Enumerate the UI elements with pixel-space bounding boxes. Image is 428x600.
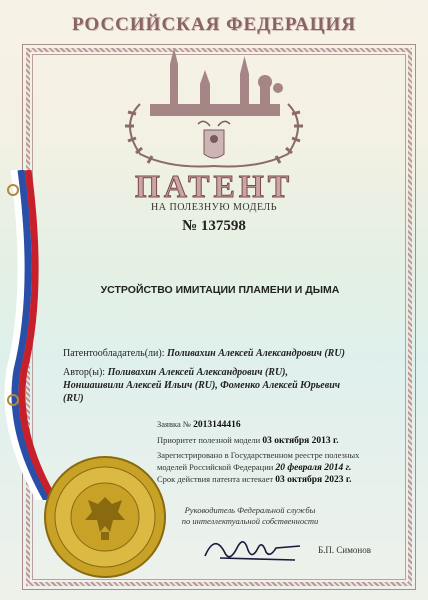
registered-label-2: моделей Российской Федерации bbox=[157, 462, 274, 472]
patent-title: ПАТЕНТ bbox=[134, 168, 294, 204]
priority-line bbox=[157, 434, 339, 447]
official-line-2: по интеллектуальной собственности bbox=[181, 516, 319, 526]
priority-label: Приоритет полезной модели bbox=[157, 435, 261, 445]
patent-subtitle: НА ПОЛЕЗНУЮ МОДЕЛЬ bbox=[151, 202, 277, 213]
expiry-line bbox=[157, 473, 352, 486]
application-line bbox=[157, 418, 241, 431]
registered-label-1: Зарегистрировано в Государственном реестре полезных bbox=[157, 450, 360, 460]
signer-name: Б.П. Симонов bbox=[318, 545, 371, 555]
application-label: Заявка № bbox=[157, 419, 191, 429]
registered-line bbox=[157, 449, 377, 474]
binding-rings bbox=[6, 150, 20, 450]
authors-label: Автор(ы): bbox=[63, 367, 106, 378]
kremlin-emblem bbox=[100, 44, 328, 174]
gold-seal bbox=[40, 452, 170, 582]
registered-date: 20 февраля 2014 г. bbox=[275, 463, 352, 473]
invention-title: УСТРОЙСТВО ИМИТАЦИИ ПЛАМЕНИ И ДЫМА bbox=[100, 284, 340, 296]
application-number: 2013144416 bbox=[193, 420, 241, 430]
handwritten-signature bbox=[200, 528, 310, 568]
holder-label: Патентообладатель(ли): bbox=[63, 348, 165, 359]
patent-number: № 137598 bbox=[182, 218, 246, 234]
expiry-date: 03 октября 2023 г. bbox=[275, 475, 352, 485]
authors-line-2: Ноншашвили Алексей Ильич (RU), Фоменко Алексей Юрьевич bbox=[63, 380, 341, 391]
priority-date: 03 октября 2013 г. bbox=[262, 436, 339, 446]
authors-line-1: Поливахин Алексей Александрович (RU), bbox=[107, 367, 289, 378]
country-header: РОССИЙСКАЯ ФЕДЕРАЦИЯ bbox=[71, 14, 357, 35]
kremlin-skyline-icon bbox=[150, 48, 283, 116]
official-title bbox=[170, 505, 330, 527]
official-line-1: Руководитель Федеральной службы bbox=[184, 505, 316, 515]
authors-line-3: (RU) bbox=[63, 393, 84, 404]
holder-value: Поливахин Алексей Александрович (RU) bbox=[166, 348, 345, 359]
expiry-label: Срок действия патента истекает bbox=[157, 474, 274, 484]
coat-of-arms-icon bbox=[198, 121, 230, 158]
